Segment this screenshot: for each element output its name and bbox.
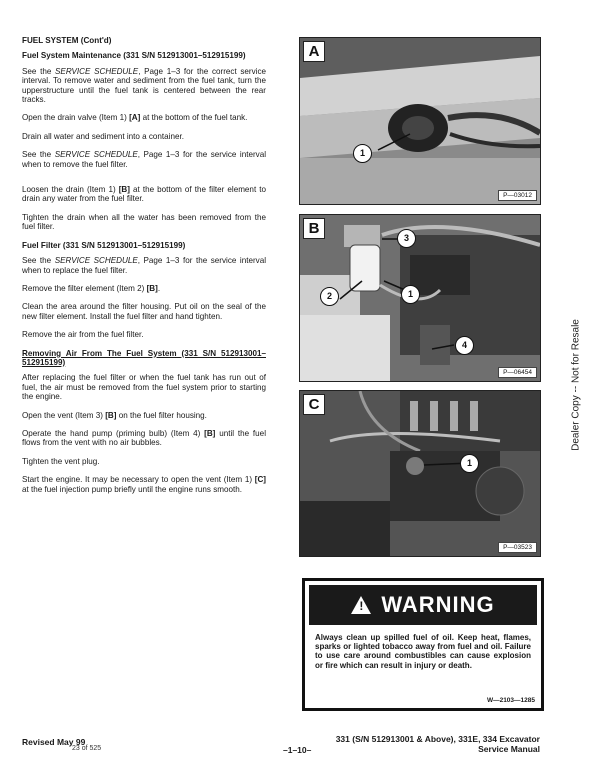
warning-code: W—2103—1285 xyxy=(486,697,535,704)
callout-3: 3 xyxy=(397,229,416,248)
paragraph-service-schedule-tank: See the SERVICE SCHEDULE, Page 1–3 for the correct service interval. To remove water and sediment from the fuel tank, turn the upperstructure until the fuel tank is centered between the rear tracks. xyxy=(22,66,267,105)
figure-a-label: A xyxy=(303,41,325,62)
paragraph-service-schedule-filter: See the SERVICE SCHEDULE, Page 1–3 for the service interval when to remove the fuel filter. xyxy=(22,150,266,169)
callout-4: 4 xyxy=(455,336,474,355)
model-line: 331 (S/N 512913001 & Above), 331E, 334 Excavator xyxy=(335,734,540,744)
section-title: FUEL SYSTEM (Cont'd) xyxy=(22,36,112,45)
service-schedule-link: SERVICE SCHEDULE xyxy=(55,66,139,76)
removing-air-heading: Removing Air From The Fuel System (331 S/N 512913001–512915199) xyxy=(22,348,266,367)
warning-title: WARNING xyxy=(381,592,495,617)
manual-title xyxy=(322,734,540,754)
paragraph-after-replacing: After replacing the fuel filter or when the fuel tank has run out of fuel, the air must be removed from the fuel system prior to starting the engine. xyxy=(22,373,266,402)
revised-date: Revised May 99 xyxy=(22,737,86,747)
figure-c-label: C xyxy=(303,394,325,415)
warning-text: Always clean up spilled fuel of oil. Keep heat, flames, sparks or lighted tobacco away from fuel and oil. Failure to use care around combustibles can cause explosion or fire which can result in injury or death. xyxy=(315,633,531,670)
paragraph-remove-air: Remove the air from the fuel filter. xyxy=(22,330,144,340)
fuel-filter-heading: Fuel Filter (331 S/N 512913001–512915199) xyxy=(22,240,186,250)
paragraph-start-engine: Start the engine. It may be necessary to open the vent (Item 1) [C] at the fuel injection pump briefly until the engine runs smooth. xyxy=(22,475,266,494)
figure-ref-b: [B] xyxy=(118,185,130,195)
callout-1: 1 xyxy=(401,285,420,304)
figure-a xyxy=(299,37,541,205)
paragraph-tighten-vent: Tighten the vent plug. xyxy=(22,456,100,466)
figure-a-photo xyxy=(300,38,540,204)
figure-b-label: B xyxy=(303,218,325,239)
callout-1: 1 xyxy=(353,144,372,163)
callout-2: 2 xyxy=(320,287,339,306)
paragraph-service-schedule-replace: See the SERVICE SCHEDULE, Page 1–3 for the service interval when to replace the fuel filter. xyxy=(22,256,266,275)
figure-b-code: P—06454 xyxy=(498,367,537,378)
paragraph-tighten-drain: Tighten the drain when all the water has been removed from the fuel filter. xyxy=(22,212,266,232)
paragraph-remove-filter: Remove the filter element (Item 2) [B]. xyxy=(22,283,161,293)
warning-triangle-icon: ! xyxy=(351,596,371,614)
warning-header xyxy=(309,585,537,625)
manual-type: Service Manual xyxy=(478,744,540,754)
maintenance-heading: Fuel System Maintenance (331 S/N 512913001–512915199) xyxy=(22,51,246,61)
paragraph-open-vent: Open the vent (Item 3) [B] on the fuel filter housing. xyxy=(22,410,207,420)
figure-ref-c: [C] xyxy=(254,475,266,485)
dealer-copy-notice: Dealer Copy -- Not for Resale xyxy=(570,319,582,451)
figure-ref-a: [A] xyxy=(129,113,141,123)
figure-c-code: P—03523 xyxy=(498,542,537,553)
figure-a-code: P—03012 xyxy=(498,190,537,201)
figure-b xyxy=(299,214,541,382)
callout-1: 1 xyxy=(460,454,479,473)
warning-box xyxy=(302,578,544,711)
figure-c xyxy=(299,390,541,557)
paragraph-hand-pump: Operate the hand pump (priming bulb) (Item 4) [B] until the fuel flows from the vent with no air bubbles. xyxy=(22,428,266,448)
paragraph-loosen-drain: Loosen the drain (Item 1) [B] at the bottom of the filter element to drain any water from the fuel filter. xyxy=(22,185,266,204)
figure-c-photo xyxy=(300,391,540,556)
page-of: 23 of 525 xyxy=(72,745,102,752)
text-column xyxy=(22,36,266,494)
page-number: –1–10– xyxy=(283,745,312,755)
paragraph-clean-area: Clean the area around the filter housing. Put oil on the seal of the new filter element. Install the fuel filter and hand tighten. xyxy=(22,302,266,321)
paragraph-open-drain-valve: Open the drain valve (Item 1) [A] at the bottom of the fuel tank. xyxy=(22,113,248,123)
paragraph-drain-water: Drain all water and sediment into a container. xyxy=(22,131,184,141)
